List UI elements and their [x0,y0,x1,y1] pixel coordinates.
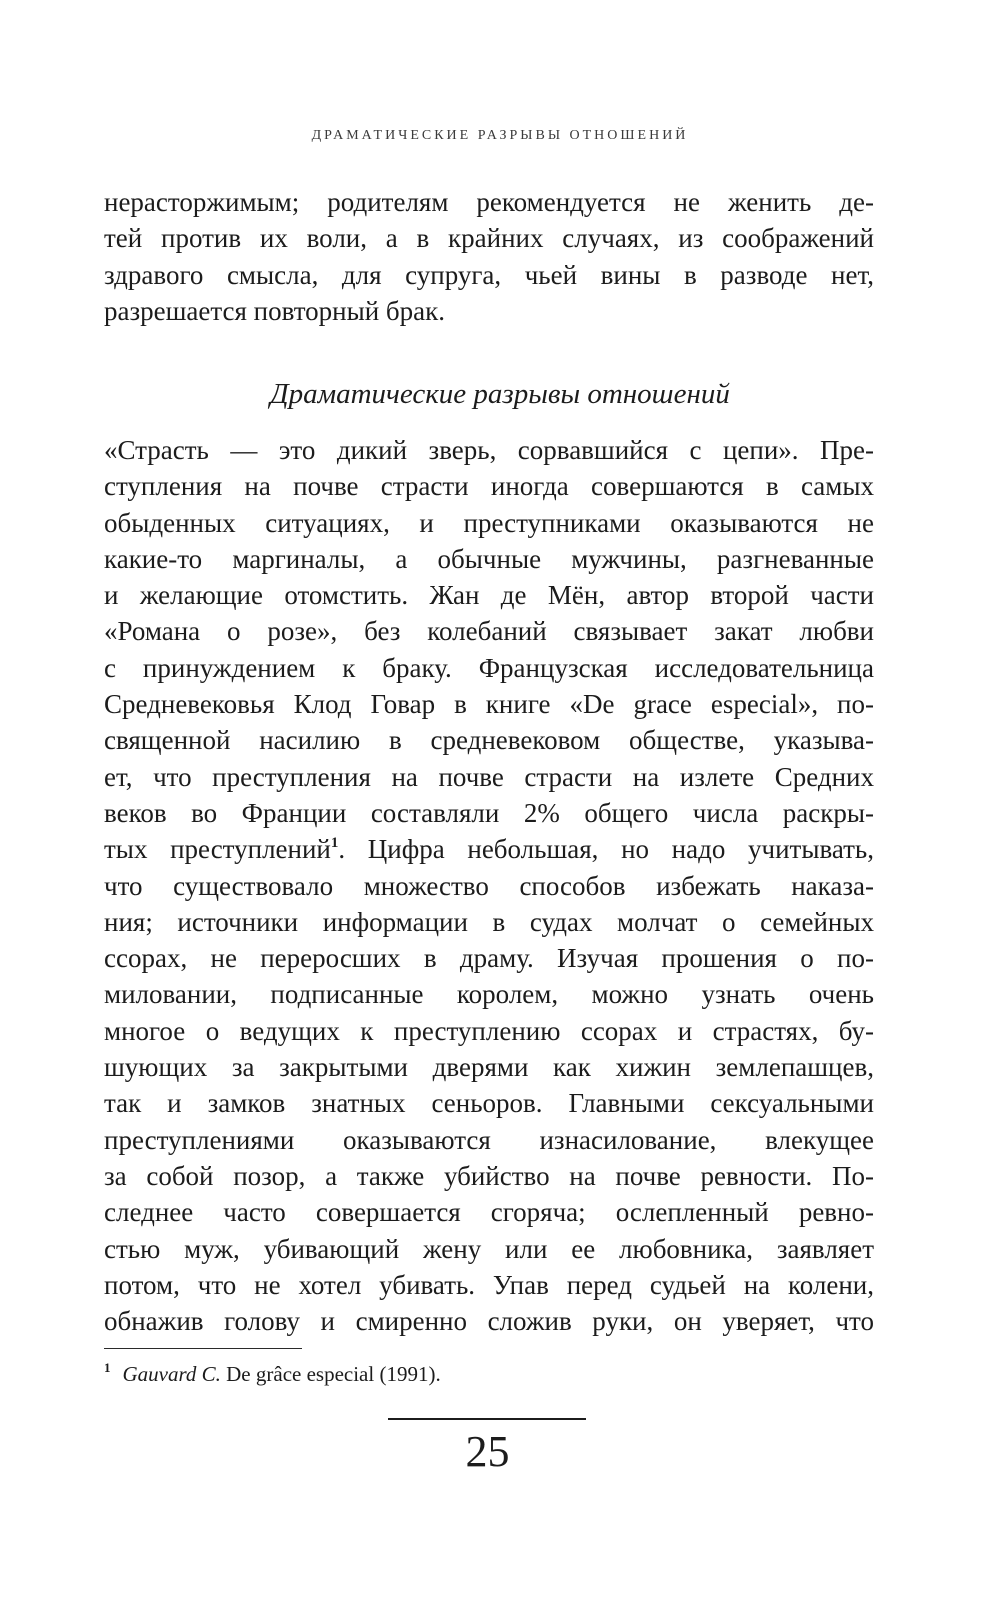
text-line-with-footnote-ref [104,831,874,867]
text-line: «Романа о розе», без колебаний связывает закат любви [104,616,874,647]
text-line: разрешается повторный брак. [104,295,446,326]
footnote-divider [104,1348,302,1349]
text-line: что существовало множество способов избежать наказа- [104,870,874,901]
text-line: потом, что не хотел убивать. Упав перед судьей на колени, [104,1269,874,1300]
text-line: преступлениями оказываются изнасилование, влекущее [104,1124,874,1155]
text-line: ния; источники информации в судах молчат о семейных [104,906,874,937]
text-line: и желающие отомстить. Жан де Мён, автор второй части [104,580,874,611]
text-line: здравого смысла, для супруга, чьей вины в разводе нет, [104,259,874,290]
text-line: ступления на почве страсти иногда совершаются в самых [104,471,874,502]
paragraph-main [104,432,874,1339]
footnote-author: Gauvard C. [122,1362,221,1386]
page-number: 25 [465,1427,510,1476]
footnote-marker: 1 [104,1360,111,1375]
running-head: ДРАМАТИЧЕСКИЕ РАЗРЫВЫ ОТНОШЕНИЙ [311,128,689,143]
page-number-divider [388,1418,586,1420]
text-line: Средневековья Клод Говар в книге «De grace especial», по- [104,689,874,720]
footnote-reference[interactable]: 1 [330,835,339,852]
text-line: с принуждением к браку. Французская исследовательница [104,652,874,683]
section-title: Драматические разрывы отношений [270,378,730,410]
text-line: священной насилию в средневековом обществе, указыва- [104,725,874,756]
text-line: нерасторжимым; родителям рекомендуется не женить де- [104,187,874,217]
text-line: многое о ведущих к преступлению ссорах и страстях, бу- [104,1015,874,1046]
text-line: следнее часто совершается сгоряча; ослепленный ревно- [104,1197,874,1228]
text-line: ет, что преступления на почве страсти на излете Средних [104,761,874,792]
text-line: какие-то маргиналы, а обычные мужчины, разгневанные [104,543,874,574]
text-line: так и замков знатных сеньоров. Главными сексуальными [104,1088,874,1119]
text-line: «Страсть — это дикий зверь, сорвавшийся с цепи». Пре- [104,435,874,465]
footnote [104,1362,441,1387]
text-line: миловании, подписанные королем, можно узнать очень [104,979,874,1010]
paragraph-continued [104,184,874,329]
text-line: веков во Франции составляли 2% общего числа раскры- [104,797,874,828]
footnote-text: De grâce especial (1991). [220,1362,441,1386]
text-segment: тых преступлений [104,834,331,865]
text-line: за собой позор, а также убийство на почве ревности. По- [104,1160,874,1191]
text-line: обыденных ситуациях, и преступниками оказываются не [104,507,874,538]
text-line: ссорах, не переросших в драму. Изучая прошения о по- [104,943,874,974]
text-line: тей против их воли, а в крайних случаях, из соображений [104,223,874,254]
text-line: стью муж, убивающий жену или ее любовника, заявляет [104,1233,874,1264]
text-line: обнажив голову и смиренно сложив руки, он уверяет, что [104,1306,874,1337]
text-segment: . Цифра небольшая, но надо учитывать, [338,834,874,865]
text-line: шующих за закрытыми дверями как хижин землепашцев, [104,1052,874,1083]
